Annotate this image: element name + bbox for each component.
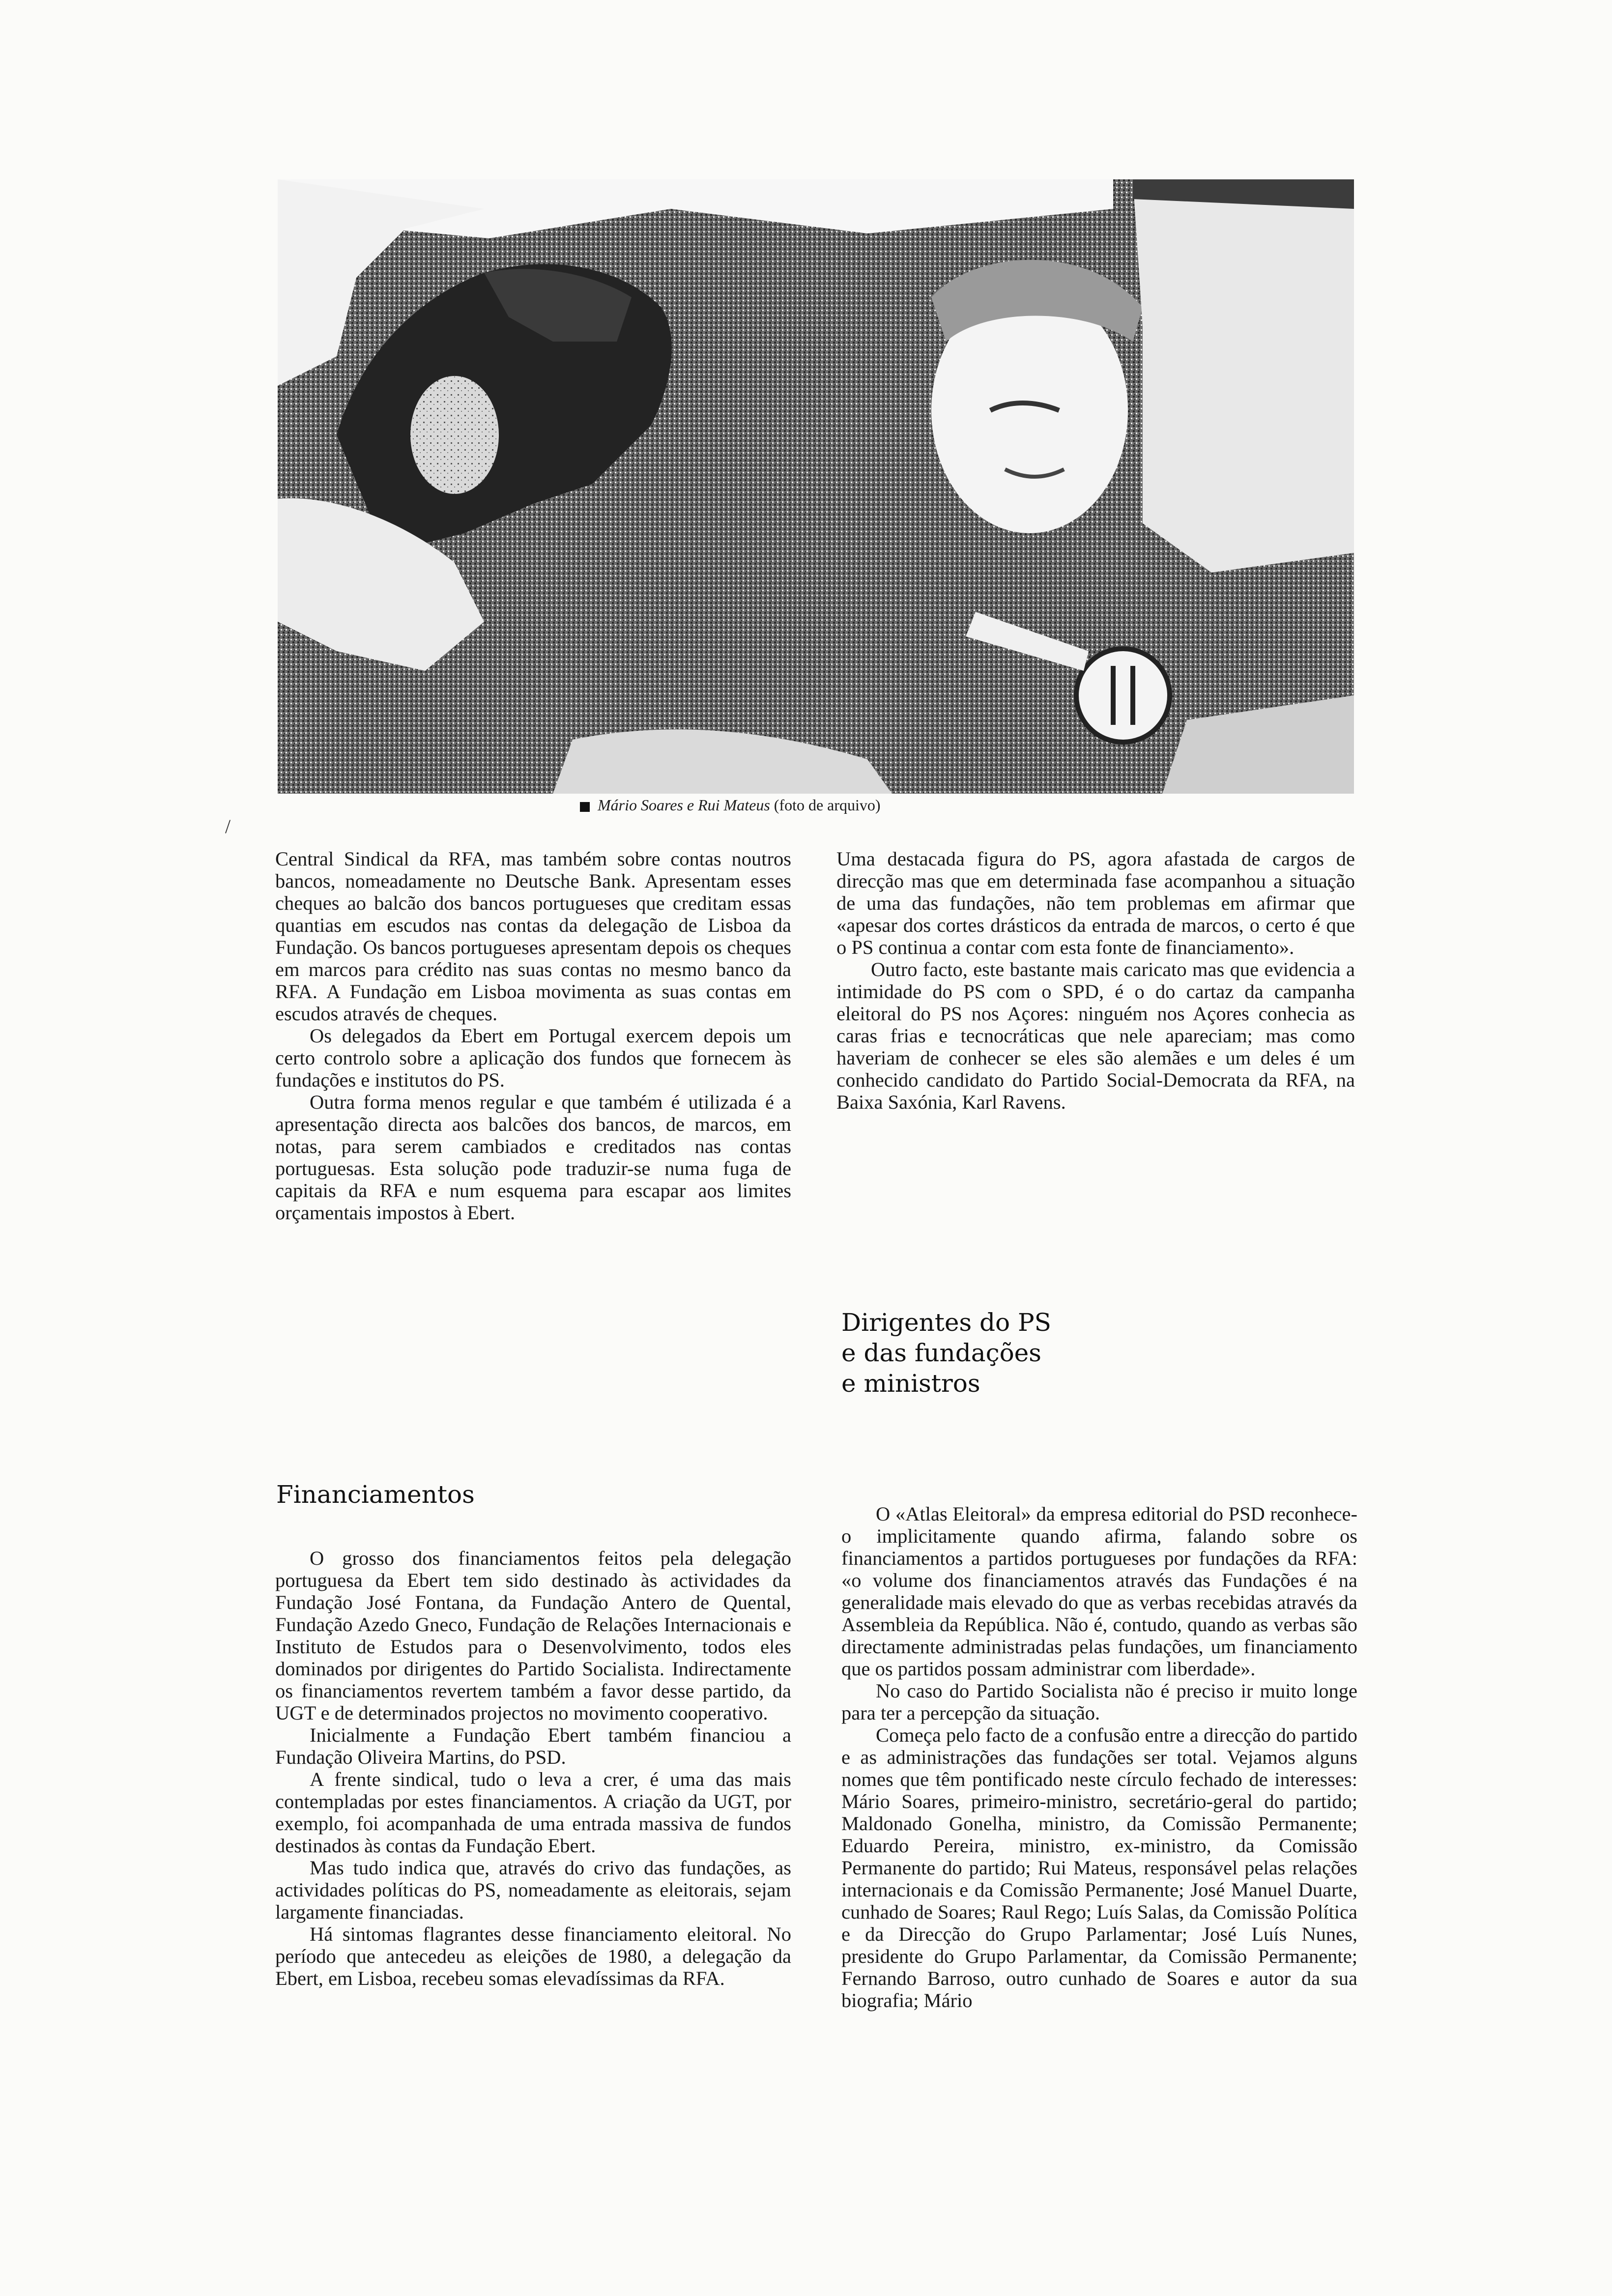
photo-caption [580,795,1121,815]
right-column-top [836,848,1355,1113]
financiamentos-body [275,1547,791,1989]
right-paragraph-2: Outro facto, este bastante mais caricato mas que evidencia a intimidade do PS com o SPD, é o do cartaz da campanha eleitoral do PS nos Açores: ninguém nos Açores conhecia as caras frias e tecnocráticas que nele apareciam; mas como haveriam de conhecer se eles são alemães e um deles é um conhecido candidato do Partido Social-Democrata da RFA, na Baixa Saxónia, Karl Ravens. [836,958,1355,1113]
financiamentos-paragraph-1: O grosso dos financiamentos feitos pela delegação portuguesa da Ebert tem sido destinado às actividades da Fundação José Fontana, da Fundação Antero de Quental, Fundação Azedo Gneco, Fundação de Relações Internacionais e Instituto de Estudos para o Desenvolvimento, todos eles dominados por dirigentes do Partido Socialista. Indirectamente os financiamentos revertem também a favor desse partido, da UGT e de determinados projectos no movimento cooperativo. [275,1547,791,1724]
left-paragraph-1: Central Sindical da RFA, mas também sobre contas noutros bancos, nomeadamente no Deutsche Bank. Apresentam esses cheques ao balcão dos bancos portugueses que creditam essas quantias em escudos nas contas da delegação de Lisboa da Fundação. Os bancos portugueses apresentam depois os cheques em marcos para crédito nas suas contas no mesmo banco da RFA. A Fundação em Lisboa movimenta as suas contas em escudos através de cheques. [275,848,791,1025]
dirigentes-heading-line-3: e ministros [841,1369,980,1398]
photo-mario-soares-rui-mateus [278,179,1354,794]
financiamentos-paragraph-4: Mas tudo indica que, através do crivo das fundações, as actividades políticas do PS, nomeadamente as eleitorais, sejam largamente financiadas. [275,1857,791,1923]
section-heading-financiamentos: Financiamentos [276,1480,475,1509]
left-paragraph-3: Outra forma menos regular e que também é utilizada é a apresentação directa aos balcões dos bancos, de marcos, em notas, para serem cambiados e creditados nas contas portuguesas. Esta solução pode traduzir-se numa fuga de capitais da RFA e num esquema para escapar aos limites orçamentais impostos à Ebert. [275,1091,791,1224]
left-paragraph-2: Os delegados da Ebert em Portugal exercem depois um certo controlo sobre a aplicação dos fundos que fornecem às fundações e institutos do PS. [275,1025,791,1091]
financiamentos-paragraph-5: Há sintomas flagrantes desse financiamento eleitoral. No período que antecedeu as eleições de 1980, a delegação da Ebert, em Lisboa, recebeu somas elevadíssimas da RFA. [275,1923,791,1989]
dirigentes-body [841,1503,1357,2011]
caption-names: Mário Soares e Rui Mateus [598,796,770,814]
left-column-top [275,848,791,1224]
section-heading-dirigentes [841,1307,1185,1399]
financiamentos-paragraph-3: A frente sindical, tudo o leva a crer, é uma das mais contempladas por estes financiamentos. A criação da UGT, por exemplo, foi acompanhada de uma entrada massiva de fundos destinados às contas da Fundação Ebert. [275,1768,791,1857]
dirigentes-paragraph-1: O «Atlas Eleitoral» da empresa editorial do PSD reconhece-o implicitamente quando afirma, falando sobre os financiamentos a partidos portugueses por fundações da RFA: «o volume dos financiamentos através das Fundações é na generalidade mais elevado do que as verbas recebidas através da Assembleia da República. Não é, contudo, quando as verbas são directamente administradas pelas fundações, um financiamento que os partidos possam administrar com liberdade». [841,1503,1357,1680]
caption-bullet-icon [580,802,590,812]
halftone-photo-illustration [278,179,1354,794]
caption-credit: (foto de arquivo) [774,796,881,814]
dirigentes-paragraph-2: No caso do Partido Socialista não é preciso ir muito longe para ter a percepção da situação. [841,1680,1357,1724]
financiamentos-paragraph-2: Inicialmente a Fundação Ebert também financiou a Fundação Oliveira Martins, do PSD. [275,1724,791,1768]
dirigentes-paragraph-3: Começa pelo facto de a confusão entre a direcção do partido e as administrações das fundações ser total. Vejamos alguns nomes que têm pontificado neste círculo fechado de interesses: Mário Soares, primeiro-ministro, secretário-geral do partido; Maldonado Gonelha, ministro, da Comissão Permanente; Eduardo Pereira, ministro, ex-ministro, da Comissão Permanente do partido; Rui Mateus, responsável pelas relações internacionais e da Comissão Permanente; José Manuel Duarte, cunhado de Soares; Raul Rego; Luís Salas, da Comissão Política e da Direcção do Grupo Parlamentar; José Luís Nunes, presidente do Grupo Parlamentar, da Comissão Permanente; Fernando Barroso, outro cunhado de Soares e autor da sua biografia; Mário [841,1724,1357,2011]
dirigentes-heading-line-2: e das fundações [841,1339,1041,1367]
dirigentes-heading-line-1: Dirigentes do PS [841,1308,1051,1337]
margin-mark: / [225,815,231,837]
right-paragraph-1: Uma destacada figura do PS, agora afastada de cargos de direcção mas que em determinada fase acompanhou a situação de uma das fundações, não tem problemas em afirmar que «apesar dos cortes drásticos da entrada de marcos, o certo é que o PS continua a contar com esta fonte de financiamento». [836,848,1355,958]
